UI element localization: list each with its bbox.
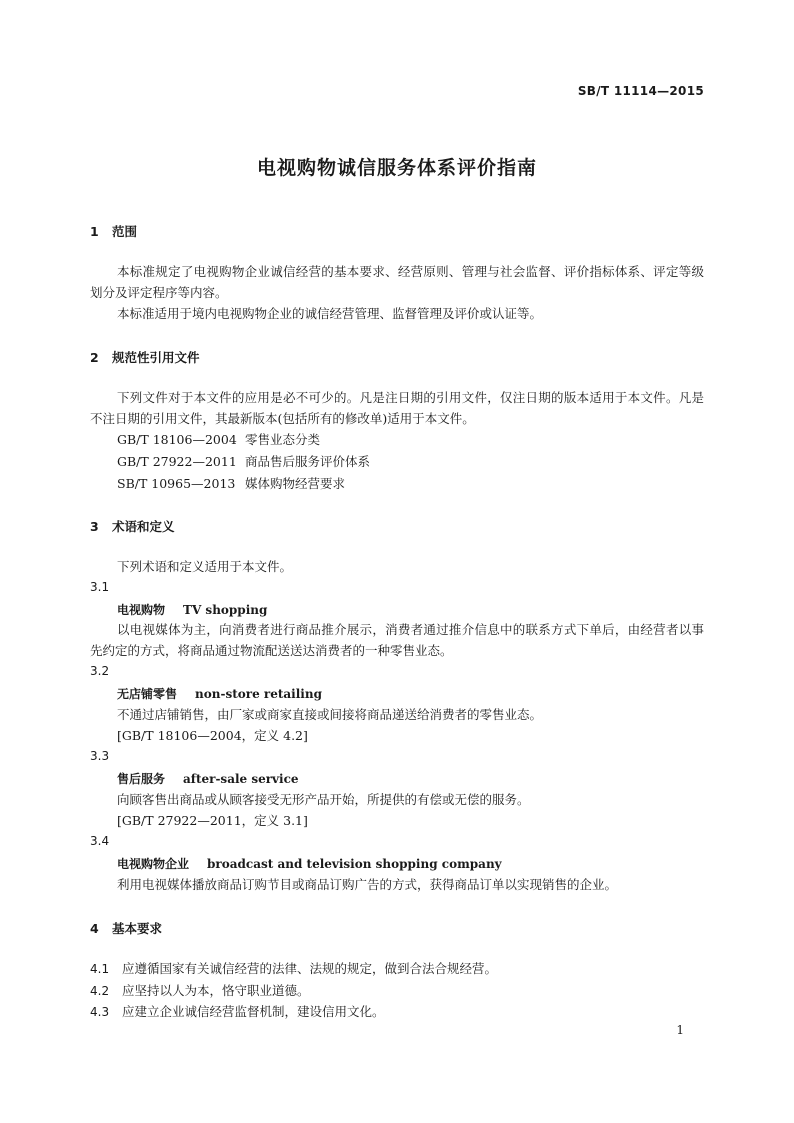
reference-code: SB/T 10965—2013 bbox=[117, 476, 236, 491]
term-en: after-sale service bbox=[183, 772, 299, 786]
term-definition: 利用电视媒体播放商品订购节目或商品订购广告的方式，获得商品订单以实现销售的企业。 bbox=[117, 877, 618, 892]
reference-code: GB/T 18106—2004 bbox=[117, 432, 237, 447]
section-2-heading bbox=[90, 348, 200, 366]
paragraph: 本标准适用于境内电视购物企业的诚信经营管理、监督管理及评价或认证等。 bbox=[117, 306, 543, 321]
term-entry bbox=[117, 685, 322, 702]
clause-number: 3.2 bbox=[90, 664, 110, 678]
term-en: non-store retailing bbox=[195, 687, 322, 701]
term-zh: 无店铺零售 bbox=[117, 687, 178, 701]
term-definition: 以电视媒体为主，向消费者进行商品推介展示，消费者通过推介信息中的联系方式下单后，由经营者以事先约定的方式，将商品通过物流配送送达消费者的一种零售业态。 bbox=[90, 622, 704, 658]
reference-title: 媒体购物经营要求 bbox=[245, 476, 346, 491]
page-number: 1 bbox=[676, 1023, 684, 1037]
reference-item bbox=[117, 473, 345, 494]
term-entry bbox=[117, 855, 502, 872]
reference-code: GB/T 27922—2011 bbox=[117, 454, 237, 469]
section-1-heading bbox=[90, 222, 137, 240]
clause-number: 3.1 bbox=[90, 580, 110, 594]
reference-item bbox=[117, 429, 320, 450]
paragraph: 下列术语和定义适用于本文件。 bbox=[117, 559, 293, 574]
section-number: 3 bbox=[90, 519, 99, 534]
section-title: 基本要求 bbox=[112, 921, 163, 936]
requirement-item bbox=[90, 959, 497, 977]
requirement-text: 应坚持以人为本，恪守职业道德。 bbox=[122, 983, 310, 998]
reference-item bbox=[117, 451, 370, 472]
requirement-number: 4.2 bbox=[90, 984, 110, 998]
requirement-number: 4.3 bbox=[90, 1005, 110, 1019]
reference-title: 零售业态分类 bbox=[245, 432, 321, 447]
term-definition: 向顾客售出商品或从顾客接受无形产品开始，所提供的有偿或无偿的服务。 bbox=[117, 792, 530, 807]
section-title: 规范性引用文件 bbox=[112, 350, 200, 365]
term-zh: 售后服务 bbox=[117, 772, 166, 786]
term-definition: 不通过店铺销售，由厂家或商家直接或间接将商品递送给消费者的零售业态。 bbox=[117, 707, 543, 722]
standard-number: SB/T 11114—2015 bbox=[577, 84, 704, 98]
section-3-heading bbox=[90, 517, 175, 535]
document-title: 电视购物诚信服务体系评价指南 bbox=[256, 157, 537, 179]
term-entry bbox=[117, 601, 267, 618]
term-en: broadcast and television shopping company bbox=[207, 857, 502, 871]
requirement-number: 4.1 bbox=[90, 962, 110, 976]
term-entry bbox=[117, 770, 299, 787]
paragraph: 下列文件对于本文件的应用是必不可少的。凡是注日期的引用文件，仅注日期的版本适用于本文件。凡是不注日期的引用文件，其最新版本(包括所有的修改单)适用于本文件。 bbox=[90, 390, 704, 426]
section-number: 1 bbox=[90, 224, 99, 239]
reference-title: 商品售后服务评价体系 bbox=[245, 454, 371, 469]
term-zh: 电视购物 bbox=[117, 603, 166, 617]
term-source: [GB/T 18106—2004，定义 4.2] bbox=[117, 728, 308, 743]
section-number: 2 bbox=[90, 350, 99, 365]
clause-number: 3.4 bbox=[90, 834, 110, 848]
term-zh: 电视购物企业 bbox=[117, 857, 190, 871]
term-en: TV shopping bbox=[183, 603, 268, 617]
section-title: 术语和定义 bbox=[112, 519, 175, 534]
requirement-item bbox=[90, 981, 310, 999]
clause-number: 3.3 bbox=[90, 749, 110, 763]
paragraph: 本标准规定了电视购物企业诚信经营的基本要求、经营原则、管理与社会监督、评价指标体系、评定等级划分及评定程序等内容。 bbox=[90, 264, 704, 300]
requirement-text: 应建立企业诚信经营监督机制，建设信用文化。 bbox=[122, 1004, 385, 1019]
term-source: [GB/T 27922—2011，定义 3.1] bbox=[117, 813, 308, 828]
requirement-item bbox=[90, 1002, 385, 1020]
section-4-heading bbox=[90, 919, 162, 937]
section-number: 4 bbox=[90, 921, 99, 936]
requirement-text: 应遵循国家有关诚信经营的法律、法规的规定，做到合法合规经营。 bbox=[122, 961, 498, 976]
section-title: 范围 bbox=[112, 224, 138, 239]
